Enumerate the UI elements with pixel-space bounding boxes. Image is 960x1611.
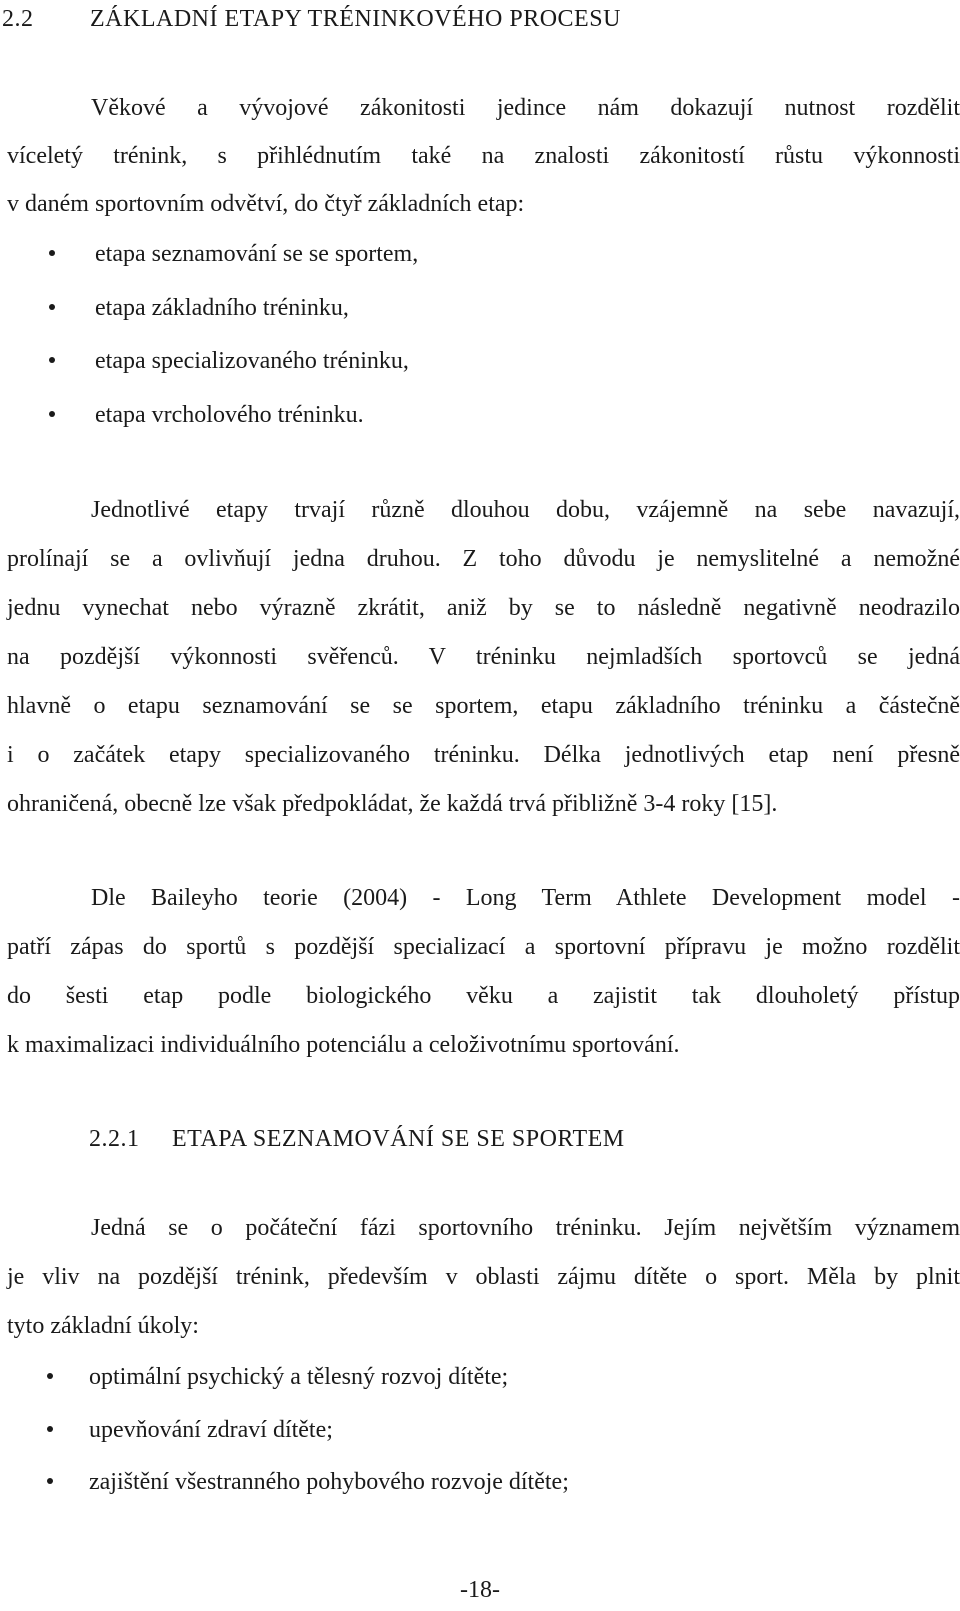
section-title: ZÁKLADNÍ ETAPY TRÉNINKOVÉHO PROCESU — [90, 6, 621, 32]
paragraph-4-line-1: Jedná se o počáteční fázi sportovního tréninku. Jejím největším významem — [91, 1215, 960, 1241]
stages-list-item-2: etapa základního tréninku, — [95, 295, 349, 321]
paragraph-2-line-5: hlavně o etapu seznamování se se sportem, etapu základního tréninku a částečně — [7, 693, 960, 719]
stages-list-item-1: etapa seznamování se se sportem, — [95, 241, 419, 267]
bullet-icon — [47, 1478, 53, 1484]
paragraph-1-line-3: v daném sportovním odvětví, do čtyř základních etap: — [7, 191, 525, 217]
subsection-number: 2.2.1 — [89, 1126, 140, 1152]
stages-list-item-3: etapa specializovaného tréninku, — [95, 348, 409, 374]
tasks-list-item-3: zajištění všestranného pohybového rozvoje dítěte; — [89, 1469, 569, 1495]
subsection-title: ETAPA SEZNAMOVÁNÍ SE SE SPORTEM — [172, 1126, 625, 1152]
paragraph-4-line-2: je vliv na pozdější trénink, především v oblasti zájmu dítěte o sport. Měla by plnit — [7, 1264, 960, 1290]
bullet-icon — [49, 304, 55, 310]
paragraph-3-line-2: patří zápas do sportů s pozdější specializací a sportovní přípravu je možno rozdělit — [7, 934, 960, 960]
bullet-icon — [49, 357, 55, 363]
paragraph-2-line-4: na pozdější výkonnosti svěřenců. V tréninku nejmladších sportovců se jedná — [7, 644, 960, 670]
paragraph-3-line-4: k maximalizaci individuálního potenciálu a celoživotnímu sportování. — [7, 1032, 680, 1058]
section-number: 2.2 — [2, 6, 34, 32]
bullet-icon — [49, 411, 55, 417]
paragraph-1-line-2: víceletý trénink, s přihlédnutím také na znalosti zákonitostí růstu výkonnosti — [7, 143, 960, 169]
tasks-list-item-1: optimální psychický a tělesný rozvoj dítěte; — [89, 1364, 509, 1390]
bullet-icon — [49, 250, 55, 256]
paragraph-2-line-2: prolínají se a ovlivňují jedna druhou. Z toho důvodu je nemyslitelné a nemožné — [7, 546, 960, 572]
paragraph-3-line-1: Dle Baileyho teorie (2004) - Long Term Athlete Development model - — [91, 885, 960, 911]
bullet-icon — [47, 1373, 53, 1379]
paragraph-2-line-6: i o začátek etapy specializovaného tréninku. Délka jednotlivých etap není přesně — [7, 742, 960, 768]
tasks-list-item-2: upevňování zdraví dítěte; — [89, 1417, 333, 1443]
section-heading — [2, 4, 621, 34]
stages-list-item-4: etapa vrcholového tréninku. — [95, 402, 364, 428]
subsection-heading — [89, 1124, 625, 1154]
paragraph-1-line-1: Věkové a vývojové zákonitosti jedince nám dokazují nutnost rozdělit — [91, 95, 960, 121]
paragraph-2-line-3: jednu vynechat nebo výrazně zkrátit, aniž by se to následně negativně neodrazilo — [7, 595, 960, 621]
bullet-icon — [47, 1426, 53, 1432]
paragraph-2-line-7: ohraničená, obecně lze však předpokládat, že každá trvá přibližně 3-4 roky [15]. — [7, 791, 778, 817]
paragraph-3-line-3: do šesti etap podle biologického věku a zajistit tak dlouholetý přístup — [7, 983, 960, 1009]
paragraph-4-line-3: tyto základní úkoly: — [7, 1313, 199, 1339]
page-number: -18- — [460, 1577, 500, 1603]
paragraph-2-line-1: Jednotlivé etapy trvají různě dlouhou dobu, vzájemně na sebe navazují, — [91, 497, 960, 523]
